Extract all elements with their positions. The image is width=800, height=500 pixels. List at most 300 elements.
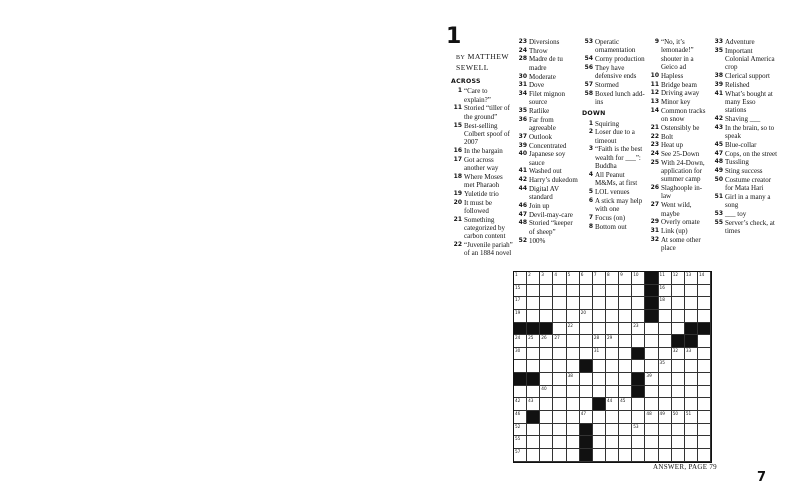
- grid-cell[interactable]: [606, 297, 619, 310]
- clue: [648, 141, 710, 149]
- cell-number: 39: [646, 373, 652, 379]
- grid-cell[interactable]: [632, 310, 645, 323]
- grid-cell[interactable]: [580, 297, 593, 310]
- clue-number: 1: [457, 87, 462, 95]
- clue: [516, 107, 580, 115]
- grid-cell[interactable]: [527, 360, 540, 373]
- grid-cell[interactable]: [606, 398, 619, 411]
- grid-cell[interactable]: [685, 436, 698, 449]
- grid-cell[interactable]: [685, 360, 698, 373]
- clue-number: 14: [650, 106, 659, 114]
- clue: [582, 197, 646, 214]
- cell-number: 22: [567, 322, 573, 328]
- grid-cell[interactable]: [514, 436, 527, 449]
- grid-cell[interactable]: [514, 449, 527, 462]
- grid-cell[interactable]: [645, 323, 658, 336]
- grid-cell[interactable]: [514, 310, 527, 323]
- grid-cell[interactable]: [672, 360, 685, 373]
- puzzle-number: 1: [446, 24, 462, 49]
- grid-cell[interactable]: [580, 272, 593, 285]
- clue-number: 33: [714, 38, 723, 45]
- clue: [451, 241, 513, 258]
- grid-cell[interactable]: [606, 323, 619, 336]
- grid-cell[interactable]: [527, 386, 540, 399]
- clue-text: Dove: [529, 81, 545, 90]
- grid-cell[interactable]: [527, 297, 540, 310]
- grid-cell[interactable]: [698, 272, 711, 285]
- grid-cell[interactable]: [527, 335, 540, 348]
- grid-cell[interactable]: [580, 310, 593, 323]
- page-number: 7: [757, 470, 767, 485]
- grid-cell[interactable]: [567, 436, 580, 449]
- grid-cell[interactable]: [527, 398, 540, 411]
- grid-cell[interactable]: [527, 285, 540, 298]
- grid-cell[interactable]: [685, 310, 698, 323]
- grid-cell[interactable]: [567, 348, 580, 361]
- grid-cell[interactable]: [632, 272, 645, 285]
- clue-text: “Juvenile pariah” of an 1884 novel: [464, 241, 513, 258]
- grid-cell[interactable]: [527, 449, 540, 462]
- clue: [516, 211, 580, 219]
- clue-text: Common tracks on snow: [661, 106, 706, 124]
- grid-cell[interactable]: [567, 373, 580, 386]
- cell-number: 50: [672, 411, 679, 417]
- grid-cell[interactable]: [698, 310, 711, 323]
- clue: [648, 98, 710, 106]
- grid-cell[interactable]: [619, 411, 632, 424]
- grid-cell[interactable]: [606, 386, 619, 399]
- grid-cell[interactable]: [632, 360, 645, 373]
- grid-cell[interactable]: [606, 436, 619, 449]
- grid-cell[interactable]: [672, 285, 685, 298]
- grid-cell[interactable]: [580, 323, 593, 336]
- crossword-grid[interactable]: [513, 271, 712, 463]
- clue-text: “No, it’s lemonade!” shouter in a Geico ad: [661, 38, 694, 72]
- clue-number: 37: [518, 132, 527, 140]
- grid-cell[interactable]: [553, 285, 566, 298]
- clue-text: Tussling: [725, 158, 749, 167]
- grid-cell[interactable]: [645, 411, 658, 424]
- clue-number: 42: [714, 115, 723, 123]
- clue-number: 22: [453, 241, 462, 249]
- cell-number: 30: [515, 347, 521, 353]
- grid-cell[interactable]: [672, 310, 685, 323]
- grid-cell[interactable]: [553, 310, 566, 323]
- cell-number: 18: [659, 297, 665, 303]
- clue-text: Server’s check, at times: [725, 218, 775, 236]
- clue-number: 24: [650, 149, 659, 157]
- grid-cell[interactable]: [672, 424, 685, 437]
- grid-cell[interactable]: [698, 335, 711, 348]
- grid-cell[interactable]: [659, 323, 672, 336]
- grid-cell[interactable]: [606, 272, 619, 285]
- grid-cell[interactable]: [593, 411, 606, 424]
- grid-cell[interactable]: [527, 272, 540, 285]
- grid-cell[interactable]: [659, 272, 672, 285]
- cell-number: 9: [620, 272, 623, 277]
- grid-cell[interactable]: [567, 386, 580, 399]
- grid-cell[interactable]: [645, 386, 658, 399]
- clue-text: Bottom out: [595, 222, 627, 231]
- grid-cell[interactable]: [580, 335, 593, 348]
- grid-cell[interactable]: [698, 424, 711, 437]
- grid-cell[interactable]: [593, 297, 606, 310]
- grid-cell[interactable]: [606, 411, 619, 424]
- grid-cell[interactable]: [514, 335, 527, 348]
- grid-cell[interactable]: [659, 398, 672, 411]
- grid-cell[interactable]: [619, 348, 632, 361]
- grid-cell[interactable]: [619, 386, 632, 399]
- grid-cell[interactable]: [698, 360, 711, 373]
- grid-cell[interactable]: [659, 449, 672, 462]
- grid-cell[interactable]: [540, 285, 553, 298]
- clue-number: 18: [453, 172, 462, 180]
- grid-cell[interactable]: [685, 424, 698, 437]
- grid-cell[interactable]: [593, 386, 606, 399]
- cell-number: 12: [672, 272, 679, 277]
- grid-cell[interactable]: [527, 424, 540, 437]
- grid-cell[interactable]: [685, 411, 698, 424]
- black-square: [580, 360, 593, 373]
- clue-number: 6: [588, 196, 593, 204]
- grid-cell[interactable]: [567, 297, 580, 310]
- grid-cell[interactable]: [593, 424, 606, 437]
- clue-text: Sting success: [725, 167, 763, 176]
- grid-cell[interactable]: [645, 348, 658, 361]
- clue-text: “Care to explain?”: [464, 87, 491, 104]
- grid-cell[interactable]: [593, 323, 606, 336]
- cell-number: 2: [528, 272, 531, 277]
- clue: [712, 115, 778, 123]
- grid-cell[interactable]: [685, 285, 698, 298]
- grid-cell[interactable]: [567, 323, 580, 336]
- grid-cell[interactable]: [619, 398, 632, 411]
- grid-cell[interactable]: [632, 297, 645, 310]
- clue-text: A stick may help with one: [595, 196, 643, 214]
- clue: [516, 176, 580, 184]
- clue: [451, 104, 513, 121]
- grid-cell[interactable]: [580, 398, 593, 411]
- clue-text: Heat up: [661, 141, 683, 150]
- cell-number: 17: [515, 297, 521, 303]
- grid-cell[interactable]: [685, 398, 698, 411]
- grid-cell[interactable]: [606, 373, 619, 386]
- clue-number: 1: [588, 119, 593, 127]
- grid-cell[interactable]: [632, 424, 645, 437]
- grid-cell[interactable]: [645, 373, 658, 386]
- grid-cell[interactable]: [540, 436, 553, 449]
- clue: [712, 38, 778, 46]
- clue: [582, 145, 646, 170]
- grid-cell[interactable]: [672, 297, 685, 310]
- clue: [582, 90, 646, 107]
- grid-cell[interactable]: [514, 398, 527, 411]
- grid-cell[interactable]: [553, 449, 566, 462]
- clue-text: LOL venues: [595, 187, 630, 196]
- grid-cell[interactable]: [593, 373, 606, 386]
- grid-cell[interactable]: [553, 348, 566, 361]
- clue-number: 2: [588, 128, 593, 136]
- grid-cell[interactable]: [514, 411, 527, 424]
- grid-cell[interactable]: [567, 310, 580, 323]
- grid-cell[interactable]: [540, 411, 553, 424]
- grid-cell[interactable]: [619, 424, 632, 437]
- clue: [712, 72, 778, 80]
- grid-cell[interactable]: [645, 335, 658, 348]
- clue-text: Cops, on the street: [725, 149, 778, 158]
- grid-cell[interactable]: [698, 348, 711, 361]
- grid-cell[interactable]: [698, 297, 711, 310]
- cell-number: 40: [541, 385, 547, 391]
- clue-text: Yuletide trio: [464, 189, 499, 198]
- grid-cell[interactable]: [672, 323, 685, 336]
- grid-cell[interactable]: [540, 386, 553, 399]
- grid-cell[interactable]: [567, 335, 580, 348]
- grid-cell[interactable]: [567, 360, 580, 373]
- grid-cell[interactable]: [514, 297, 527, 310]
- grid-cell[interactable]: [659, 297, 672, 310]
- clue-number: 17: [453, 155, 462, 163]
- black-square: [593, 398, 606, 411]
- grid-cell[interactable]: [672, 411, 685, 424]
- cell-number: 38: [567, 373, 573, 379]
- grid-cell[interactable]: [553, 424, 566, 437]
- grid-cell[interactable]: [553, 297, 566, 310]
- grid-cell[interactable]: [645, 424, 658, 437]
- grid-cell[interactable]: [672, 272, 685, 285]
- grid-cell[interactable]: [593, 272, 606, 285]
- grid-cell[interactable]: [514, 285, 527, 298]
- clue: [648, 227, 710, 235]
- grid-cell[interactable]: [619, 297, 632, 310]
- grid-cell[interactable]: [593, 360, 606, 373]
- grid-cell[interactable]: [659, 285, 672, 298]
- grid-cell[interactable]: [659, 386, 672, 399]
- grid-cell[interactable]: [632, 398, 645, 411]
- grid-cell[interactable]: [567, 449, 580, 462]
- clue: [516, 116, 580, 133]
- cell-number: 27: [554, 335, 560, 341]
- grid-cell[interactable]: [553, 436, 566, 449]
- grid-cell[interactable]: [619, 449, 632, 462]
- grid-cell[interactable]: [672, 386, 685, 399]
- clue: [712, 158, 778, 166]
- grid-cell[interactable]: [685, 348, 698, 361]
- grid-cell[interactable]: [619, 310, 632, 323]
- grid-cell[interactable]: [698, 285, 711, 298]
- grid-cell[interactable]: [619, 360, 632, 373]
- grid-cell[interactable]: [567, 411, 580, 424]
- down-header: DOWN: [582, 110, 606, 118]
- black-square: [698, 323, 711, 336]
- grid-cell[interactable]: [659, 373, 672, 386]
- grid-cell[interactable]: [527, 348, 540, 361]
- clue: [648, 107, 710, 124]
- grid-cell[interactable]: [619, 373, 632, 386]
- grid-cell[interactable]: [698, 373, 711, 386]
- grid-cell[interactable]: [685, 297, 698, 310]
- grid-cell[interactable]: [527, 436, 540, 449]
- grid-cell[interactable]: [606, 335, 619, 348]
- clue-number: 32: [650, 235, 659, 243]
- clue-number: 10: [650, 71, 659, 79]
- grid-cell[interactable]: [593, 348, 606, 361]
- grid-cell[interactable]: [553, 323, 566, 336]
- grid-cell[interactable]: [685, 386, 698, 399]
- grid-cell[interactable]: [540, 449, 553, 462]
- grid-cell[interactable]: [672, 436, 685, 449]
- grid-cell[interactable]: [514, 360, 527, 373]
- grid-cell[interactable]: [659, 411, 672, 424]
- grid-cell[interactable]: [580, 348, 593, 361]
- grid-cell[interactable]: [698, 411, 711, 424]
- grid-cell[interactable]: [540, 360, 553, 373]
- grid-cell[interactable]: [672, 373, 685, 386]
- cell-number: 1: [515, 272, 518, 277]
- clue: [648, 124, 710, 132]
- grid-cell[interactable]: [540, 335, 553, 348]
- clue-text: Relished: [725, 80, 750, 89]
- grid-cell[interactable]: [645, 360, 658, 373]
- grid-cell[interactable]: [645, 449, 658, 462]
- clue-number: 39: [714, 80, 723, 88]
- grid-cell[interactable]: [593, 335, 606, 348]
- cell-number: 42: [515, 398, 521, 404]
- clue-number: 12: [650, 89, 659, 97]
- clue: [451, 173, 513, 190]
- author-first-name: MATTHEW: [467, 52, 510, 61]
- clue-number: 21: [650, 123, 659, 131]
- grid-cell[interactable]: [685, 272, 698, 285]
- cell-number: 19: [515, 309, 521, 315]
- grid-cell[interactable]: [593, 285, 606, 298]
- clue-number: 53: [584, 38, 593, 45]
- grid-cell[interactable]: [698, 436, 711, 449]
- grid-cell[interactable]: [540, 398, 553, 411]
- grid-cell[interactable]: [632, 323, 645, 336]
- grid-cell[interactable]: [698, 449, 711, 462]
- clue: [712, 219, 778, 236]
- clue-text: Join up: [529, 202, 550, 210]
- clue-text: What’s bought at many Esso stations: [725, 89, 773, 115]
- grid-cell[interactable]: [632, 335, 645, 348]
- cell-number: 23: [633, 322, 639, 328]
- grid-cell[interactable]: [672, 449, 685, 462]
- grid-cell[interactable]: [553, 386, 566, 399]
- grid-cell[interactable]: [619, 436, 632, 449]
- grid-cell[interactable]: [527, 310, 540, 323]
- grid-cell[interactable]: [553, 398, 566, 411]
- clue: [451, 199, 513, 216]
- clue: [582, 188, 646, 196]
- grid-cell[interactable]: [540, 424, 553, 437]
- clue: [648, 159, 710, 184]
- grid-cell[interactable]: [514, 424, 527, 437]
- grid-cell[interactable]: [514, 272, 527, 285]
- grid-cell[interactable]: [659, 310, 672, 323]
- grid-cell[interactable]: [645, 436, 658, 449]
- grid-cell[interactable]: [698, 386, 711, 399]
- grid-cell[interactable]: [553, 411, 566, 424]
- grid-cell[interactable]: [619, 335, 632, 348]
- clue-text: Something categorized by carbon content: [464, 215, 506, 241]
- grid-cell[interactable]: [632, 411, 645, 424]
- grid-cell[interactable]: [593, 436, 606, 449]
- across-header: ACROSS: [451, 78, 481, 85]
- grid-cell[interactable]: [567, 424, 580, 437]
- grid-cell[interactable]: [540, 297, 553, 310]
- grid-cell[interactable]: [619, 285, 632, 298]
- clue-number: 58: [584, 89, 593, 97]
- grid-cell[interactable]: [567, 285, 580, 298]
- grid-cell[interactable]: [580, 373, 593, 386]
- clue: [516, 185, 580, 202]
- grid-cell[interactable]: [514, 386, 527, 399]
- grid-cell[interactable]: [553, 335, 566, 348]
- grid-cell[interactable]: [685, 449, 698, 462]
- grid-cell[interactable]: [698, 398, 711, 411]
- grid-cell[interactable]: [672, 398, 685, 411]
- grid-cell[interactable]: [514, 348, 527, 361]
- black-square: [580, 424, 593, 437]
- grid-cell[interactable]: [659, 335, 672, 348]
- grid-cell[interactable]: [645, 398, 658, 411]
- clue-number: 43: [714, 123, 723, 131]
- grid-cell[interactable]: [672, 348, 685, 361]
- grid-cell[interactable]: [619, 323, 632, 336]
- grid-cell[interactable]: [580, 386, 593, 399]
- grid-cell[interactable]: [593, 449, 606, 462]
- clue-text: They have defensive ends: [595, 63, 637, 81]
- grid-cell[interactable]: [685, 373, 698, 386]
- clue-text: Went wild, maybe: [661, 201, 692, 218]
- grid-cell[interactable]: [567, 272, 580, 285]
- cell-number: 16: [659, 284, 665, 290]
- grid-cell[interactable]: [659, 360, 672, 373]
- cell-number: 10: [633, 272, 639, 277]
- grid-cell[interactable]: [606, 360, 619, 373]
- grid-cell[interactable]: [659, 436, 672, 449]
- clue: [451, 190, 513, 198]
- grid-cell[interactable]: [593, 310, 606, 323]
- grid-cell[interactable]: [619, 272, 632, 285]
- grid-cell[interactable]: [632, 436, 645, 449]
- grid-cell[interactable]: [606, 449, 619, 462]
- grid-cell[interactable]: [540, 373, 553, 386]
- grid-cell[interactable]: [606, 285, 619, 298]
- grid-cell[interactable]: [659, 348, 672, 361]
- grid-cell[interactable]: [580, 285, 593, 298]
- grid-cell[interactable]: [553, 373, 566, 386]
- cell-number: 7: [593, 272, 597, 277]
- grid-cell[interactable]: [580, 411, 593, 424]
- grid-cell[interactable]: [540, 348, 553, 361]
- grid-cell[interactable]: [606, 348, 619, 361]
- grid-cell[interactable]: [553, 272, 566, 285]
- grid-cell[interactable]: [553, 360, 566, 373]
- grid-cell[interactable]: [632, 449, 645, 462]
- clue-number: 27: [650, 201, 659, 209]
- grid-cell[interactable]: [606, 310, 619, 323]
- clue-text: Best-selling Colbert spoof of 2007: [464, 121, 510, 147]
- grid-cell[interactable]: [659, 424, 672, 437]
- grid-cell[interactable]: [540, 310, 553, 323]
- grid-cell[interactable]: [606, 424, 619, 437]
- clue-number: 24: [518, 46, 527, 54]
- grid-cell[interactable]: [540, 272, 553, 285]
- grid-cell[interactable]: [567, 398, 580, 411]
- grid-cell[interactable]: [632, 285, 645, 298]
